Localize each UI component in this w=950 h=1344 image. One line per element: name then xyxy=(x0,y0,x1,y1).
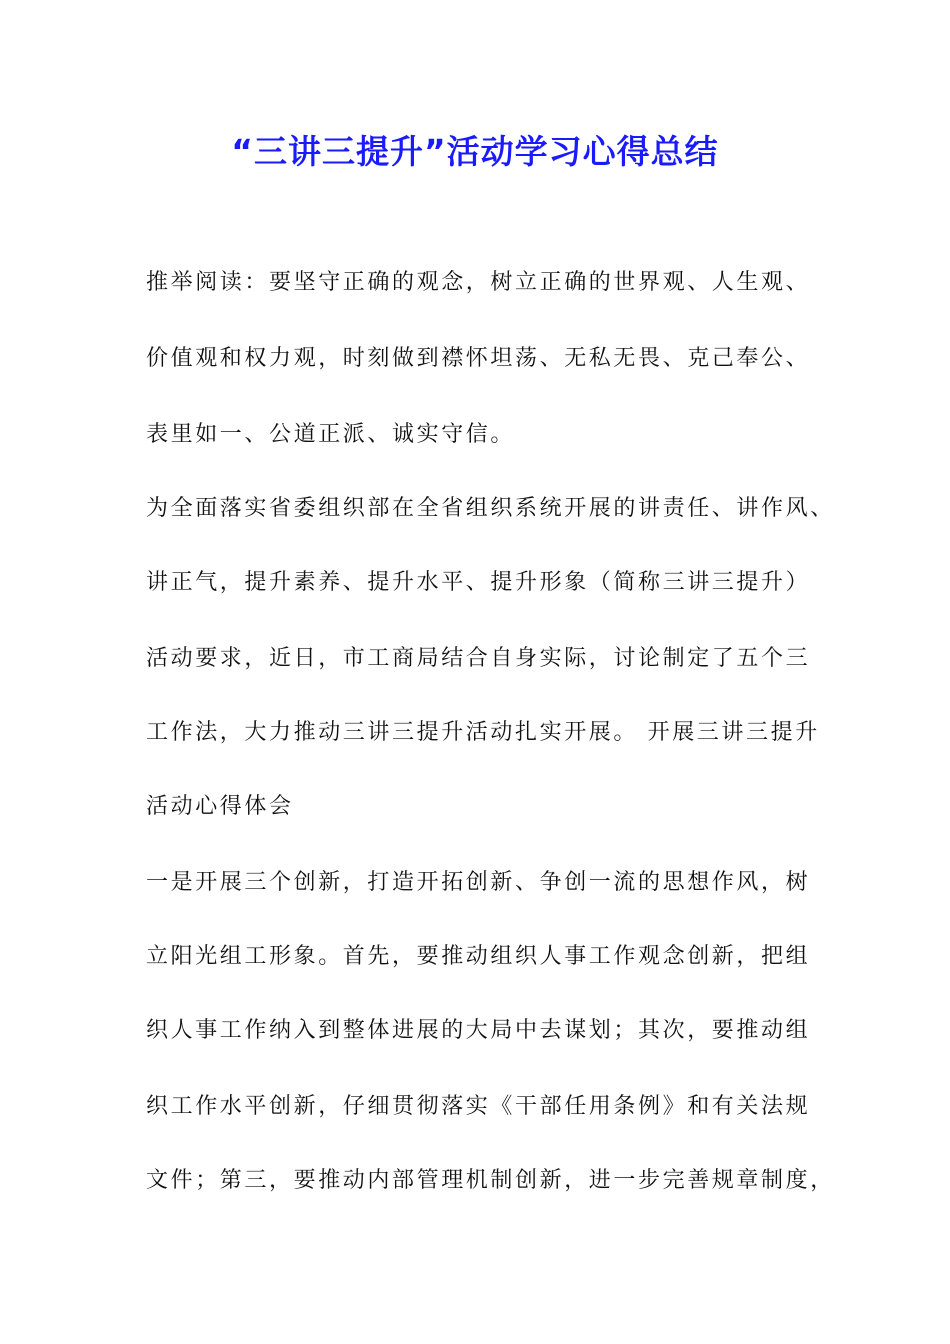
paragraph-line: 为全面落实省委组织部在全省组织系统开展的讲责任、讲作风、 xyxy=(146,496,835,521)
paragraph-line: 推举阅读：要坚守正确的观念，树立正确的世界观、人生观、 xyxy=(146,270,811,295)
paragraph-line: 价值观和权力观，时刻做到襟怀坦荡、无私无畏、克己奉公、 xyxy=(146,346,811,371)
document-title: “三讲三提升”活动学习心得总结 xyxy=(231,132,719,171)
paragraph-line: 工作法，大力推动三讲三提升活动扎实开展。 开展三讲三提升 xyxy=(146,720,820,745)
paragraph-line: 文件；第三，要推动内部管理机制创新，进一步完善规章制度， xyxy=(146,1168,835,1193)
paragraph-line: 活动要求，近日，市工商局结合自身实际，讨论制定了五个三 xyxy=(146,646,811,671)
paragraph-line: 织工作水平创新，仔细贯彻落实《干部任用条例》和有关法规 xyxy=(146,1094,811,1119)
paragraph-line: 讲正气，提升素养、提升水平、提升形象（简称三讲三提升） xyxy=(146,570,811,595)
paragraph-line: 表里如一、公道正派、诚实守信。 xyxy=(146,422,516,447)
paragraph-line: 一是开展三个创新，打造开拓创新、争创一流的思想作风，树 xyxy=(146,870,811,895)
paragraph-line: 织人事工作纳入到整体进展的大局中去谋划；其次，要推动组 xyxy=(146,1018,811,1043)
paragraph-line: 立阳光组工形象。首先，要推动组织人事工作观念创新，把组 xyxy=(146,944,811,969)
paragraph-line: 活动心得体会 xyxy=(146,794,294,819)
